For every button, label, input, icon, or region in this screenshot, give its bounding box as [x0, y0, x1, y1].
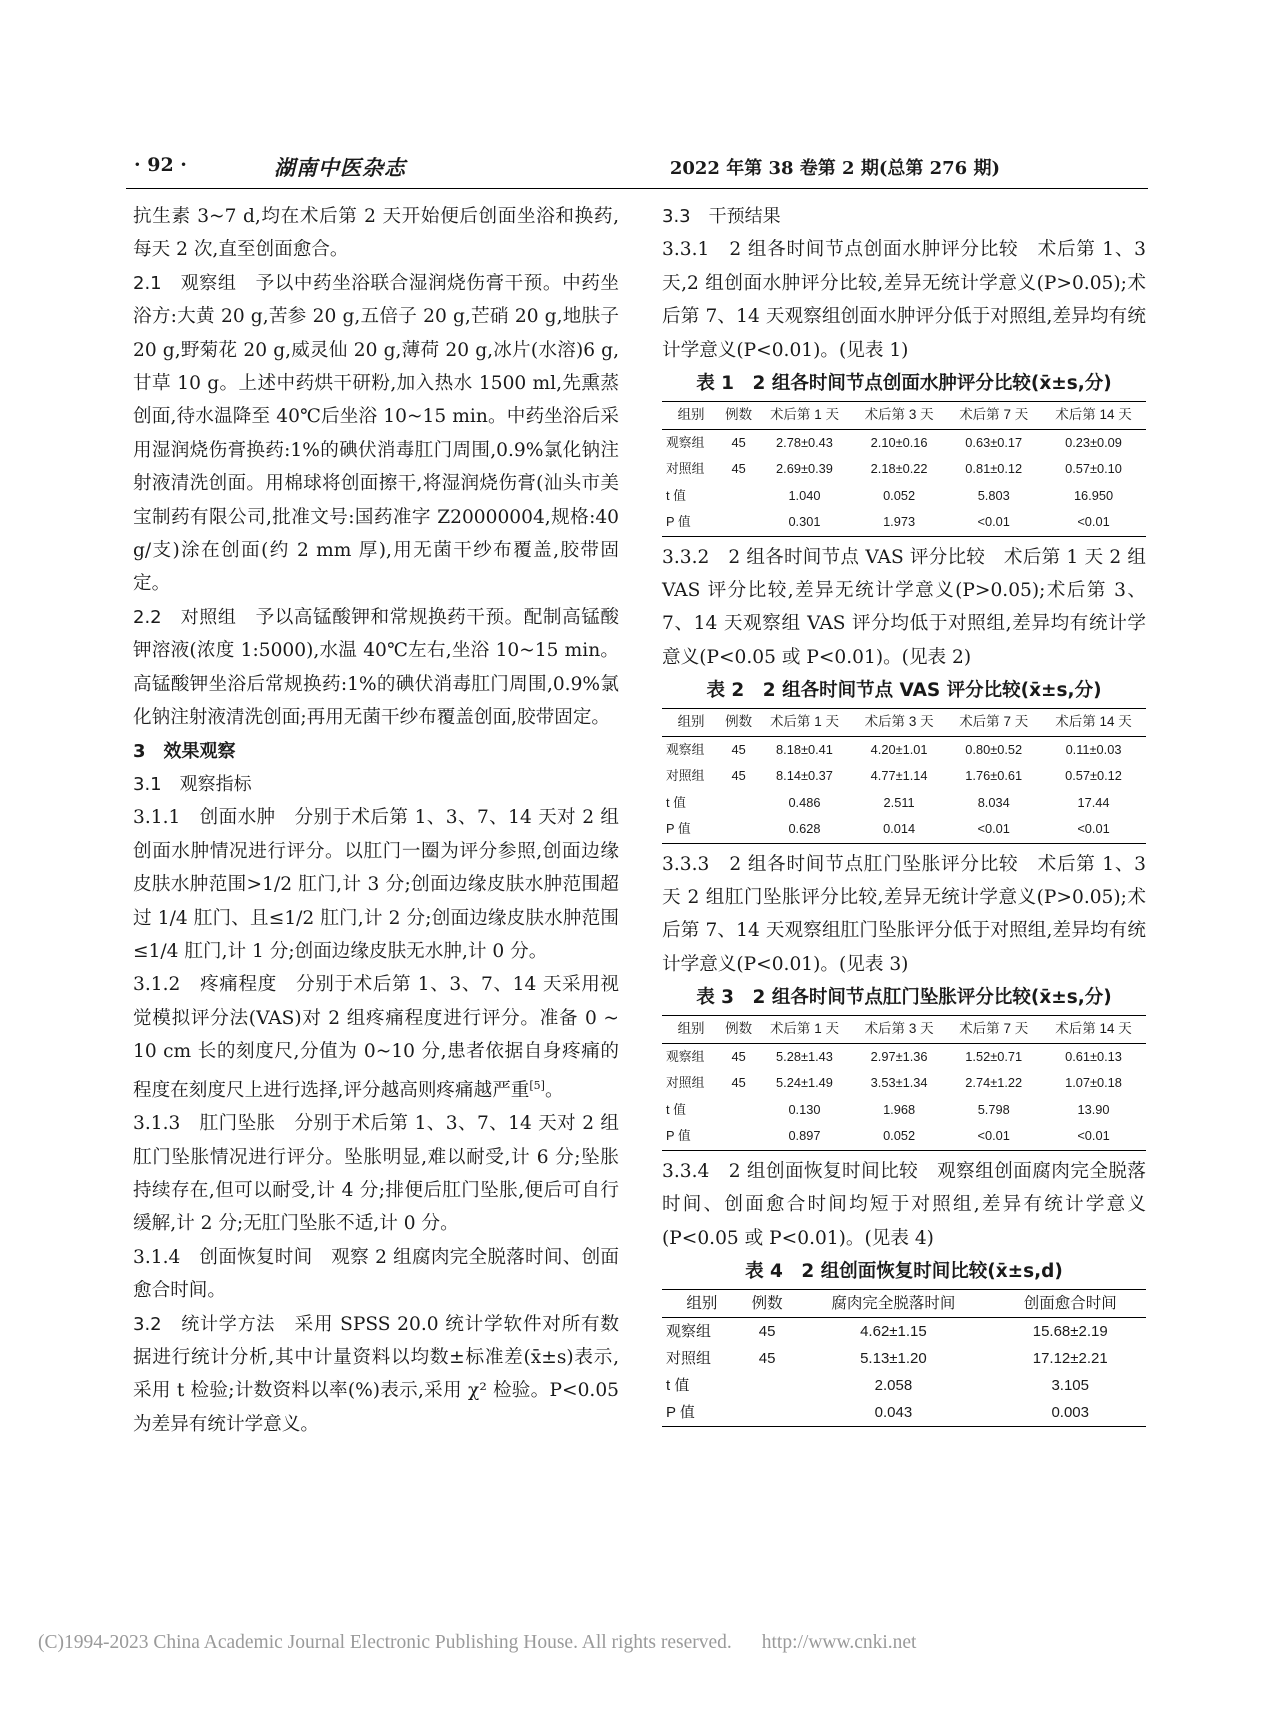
table-cell: 观察组 [666, 434, 705, 450]
table-cell: 2.10±0.16 [870, 434, 928, 450]
table-row [662, 483, 1146, 510]
column-header: 术后第 14 天 [1055, 714, 1132, 730]
column-header: 术后第 7 天 [959, 1021, 1029, 1037]
table-cell: 0.014 [883, 821, 916, 837]
table-cell: P 值 [666, 514, 691, 530]
table-cell: 4.20±1.01 [870, 741, 928, 757]
column-header: 术后第 7 天 [959, 407, 1029, 423]
citation: [5] [529, 1078, 545, 1092]
column-header: 术后第 3 天 [864, 714, 934, 730]
table-title: 表 1 2 组各时间节点创面水肿评分比较(x̄±s,分) [696, 373, 1112, 395]
table-cell [742, 1399, 793, 1427]
paragraph-text: 予以高锰酸钾和常规换药干预。配制高锰酸钾溶液(浓度 1:5000),水温 40℃左右,坐浴 10~15 min。高锰酸钾坐浴后常规换药:1%的碘伏消毒肛门周围,0.9%氯化钠注射液清洗创面;再用无菌干纱布覆盖创面,胶带固定。 [133, 606, 619, 729]
table-row [662, 1070, 1146, 1097]
table-cell: 8.14±0.37 [776, 768, 833, 784]
section-heading: 3.3 干预结果 [662, 206, 781, 227]
column-header: 术后第 1 天 [769, 714, 839, 730]
table-cell: 15.68±2.19 [1032, 1323, 1108, 1340]
journal-title: 湖南中医杂志 [274, 155, 406, 180]
table-row [662, 456, 1146, 483]
data-table [662, 401, 1146, 537]
table-cell: 45 [758, 1323, 776, 1340]
paragraph-text: 分别于术后第 1、3、7、14 天对 2 组肛门坠胀情况进行评分。坠胀明显,难以耐受,计 6 分;坠胀持续存在,但可以耐受,计 4 分;排便后肛门坠胀,便后可自行缓解,计 2 分;无肛门坠胀不适,计 0 分。 [133, 1113, 619, 1235]
table-cell: 0.486 [788, 794, 821, 810]
column-header: 例数 [725, 407, 753, 423]
table-cell: 0.003 [1051, 1404, 1089, 1421]
table-cell: 17.12±2.21 [1032, 1350, 1108, 1367]
paragraph-text: 术后第 1、3 天 2 组肛门坠胀评分比较,差异无统计学意义(P>0.05);术后第 7、14 天观察组肛门坠胀评分低于对照组,差异均有统计学意义(P<0.01)。(见表 3) [662, 853, 1146, 975]
page-number: · 92 · [134, 154, 187, 176]
table-cell: 观察组 [666, 741, 705, 757]
section-heading: 3.3.2 2 组各时间节点 VAS 评分比较 [662, 546, 986, 568]
table-cell: 0.81±0.12 [965, 461, 1023, 477]
section-heading: 3.2 统计学方法 [133, 1313, 276, 1335]
table-cell: 1.76±0.61 [965, 768, 1023, 784]
paragraph-text: 观察 2 组腐肉完全脱落时间、创面愈合时间。 [133, 1246, 620, 1302]
table-cell: 1.968 [883, 1101, 916, 1117]
paragraph [133, 267, 619, 601]
table-cell [720, 816, 757, 843]
paragraph [662, 848, 1146, 982]
table-row [662, 429, 1146, 456]
table-cell: P 值 [666, 1128, 691, 1144]
section-heading: 3.3.1 2 组各时间节点创面水肿评分比较 [662, 239, 1019, 261]
table-cell: t 值 [666, 794, 686, 810]
column-header: 术后第 1 天 [769, 407, 839, 423]
data-table [662, 1015, 1146, 1151]
column-header: 术后第 14 天 [1055, 1021, 1132, 1037]
column-header: 组别 [677, 714, 705, 730]
table-cell: 1.07±0.18 [1065, 1075, 1122, 1091]
table-cell: 0.897 [788, 1128, 821, 1144]
table-cell: 5.24±1.49 [776, 1075, 833, 1091]
paragraph-text: 术后第 1、3 天,2 组创面水肿评分比较,差异无统计学意义(P>0.05);术后第 7、14 天观察组创面水肿评分低于对照组,差异均有统计学意义(P<0.01)。(见表 1) [662, 239, 1146, 361]
table-cell: 5.13±1.20 [860, 1350, 927, 1367]
table-cell: 16.950 [1073, 487, 1114, 503]
table-cell: P 值 [666, 1404, 695, 1421]
table-header-row [662, 709, 1146, 737]
table-cell [720, 790, 757, 817]
copyright-footer [38, 1632, 916, 1654]
issue-info: 2022 年第 38 卷第 2 期(总第 276 期) [669, 158, 1000, 179]
table-row [662, 1097, 1146, 1124]
table-cell: 2.18±0.22 [870, 461, 928, 477]
table-cell: 0.57±0.12 [1065, 768, 1122, 784]
table-cell: t 值 [666, 1377, 690, 1394]
table-cell [720, 1097, 757, 1124]
table-cell: 8.18±0.41 [776, 741, 833, 757]
data-table [662, 1289, 1146, 1427]
table-cell: 45 [731, 768, 746, 784]
table-cell: 观察组 [666, 1048, 705, 1064]
table-row [662, 1399, 1146, 1427]
paragraph [133, 1107, 619, 1241]
table-cell: 0.043 [874, 1404, 913, 1421]
table-row [662, 816, 1146, 843]
section-heading: 3.1.3 肛门坠胀 [133, 1113, 276, 1135]
table-cell: 45 [731, 461, 746, 477]
paragraph-text: 采用 SPSS 20.0 统计学软件对所有数据进行统计分析,其中计量资料以均数±标准差(x̄±s)表示,采用 t 检验;计数资料以率(%)表示,采用 χ² 检验。P<0.05 为差异有统计学意义。 [133, 1313, 619, 1435]
section-heading: 3.3.4 2 组创面恢复时间比较 [662, 1160, 919, 1182]
table-cell: 0.052 [883, 1128, 916, 1144]
table-cell: 3.53±1.34 [870, 1075, 928, 1091]
column-header: 例数 [725, 714, 753, 730]
data-table [662, 708, 1146, 844]
paragraph-text: 术后第 1 天 2 组 VAS 评分比较,差异无统计学意义(P>0.05);术后第 3、7、14 天观察组 VAS 评分均低于对照组,差异均有统计学意义(P<0.05 或 P<0.01)。(见表 2) [662, 546, 1146, 668]
table-cell: t 值 [666, 487, 686, 503]
table-cell: 3.105 [1051, 1377, 1089, 1394]
column-header: 术后第 7 天 [959, 714, 1029, 730]
table-cell: 0.130 [788, 1101, 821, 1117]
table-cell: 45 [731, 434, 746, 450]
table-row [662, 1123, 1146, 1150]
right-column [662, 200, 1146, 1431]
table-cell: 0.57±0.10 [1065, 461, 1122, 477]
table-cell: 5.28±1.43 [776, 1048, 833, 1064]
paragraph: 抗生素 3~7 d,均在术后第 2 天开始便后创面坐浴和换药,每天 2 次,直至创面愈合。 [133, 206, 619, 261]
column-header: 组别 [677, 1021, 705, 1037]
table-cell: 0.80±0.52 [965, 741, 1023, 757]
left-column [133, 200, 619, 1441]
table-cell: 2.97±1.36 [870, 1048, 928, 1064]
paragraph [133, 968, 619, 1107]
column-header: 术后第 3 天 [864, 1021, 934, 1037]
table-cell: <0.01 [1077, 1128, 1110, 1144]
table-cell: <0.01 [1077, 821, 1110, 837]
section-heading: 2.1 观察组 [133, 272, 237, 294]
table-row [662, 790, 1146, 817]
table-cell: 2.78±0.43 [776, 434, 833, 450]
table-cell: 45 [731, 1048, 746, 1064]
table-title: 表 3 2 组各时间节点肛门坠胀评分比较(x̄±s,分) [696, 987, 1112, 1009]
table-cell: 对照组 [666, 768, 705, 784]
column-header: 组别 [686, 1295, 718, 1312]
section-heading: 3.1.1 创面水肿 [133, 807, 276, 829]
table-row [662, 509, 1146, 536]
table-cell: t 值 [666, 1101, 686, 1117]
section-heading: 3.1.2 疼痛程度 [133, 974, 277, 996]
footer-url: http://www.cnki.net [761, 1632, 917, 1653]
table-cell: 1.040 [788, 487, 821, 503]
column-header: 术后第 14 天 [1055, 407, 1132, 423]
table-cell: 观察组 [666, 1323, 712, 1340]
table-cell: 2.74±1.22 [965, 1075, 1023, 1091]
paragraph [662, 541, 1146, 675]
table-cell: <0.01 [977, 821, 1010, 837]
table-cell [720, 1123, 757, 1150]
column-header: 例数 [751, 1295, 783, 1312]
table-cell: 45 [731, 741, 746, 757]
table-cell: 0.11±0.03 [1065, 741, 1122, 757]
section-heading: 3.1.4 创面恢复时间 [133, 1246, 313, 1268]
table-header-row [662, 402, 1146, 430]
running-header [126, 152, 1148, 189]
table-cell: <0.01 [1077, 514, 1110, 530]
table-cell: P 值 [666, 821, 691, 837]
paragraph [662, 233, 1146, 367]
table-cell: 0.63±0.17 [965, 434, 1023, 450]
table-title: 表 2 2 组各时间节点 VAS 评分比较(x̄±s,分) [706, 680, 1102, 702]
table-cell: 0.61±0.13 [1065, 1048, 1122, 1064]
table-cell: 1.52±0.71 [965, 1048, 1023, 1064]
table-cell: 5.798 [977, 1101, 1010, 1117]
table-cell: 2.058 [874, 1377, 913, 1394]
section-heading: 3.3.3 2 组各时间节点肛门坠胀评分比较 [662, 853, 1019, 875]
table-cell: 4.77±1.14 [870, 768, 928, 784]
table-cell: 对照组 [666, 1075, 705, 1091]
table-row [662, 736, 1146, 763]
table-cell [720, 509, 757, 536]
table-cell: <0.01 [977, 514, 1010, 530]
paragraph-text: 分别于术后第 1、3、7、14 天采用视觉模拟评分法(VAS)对 2 组疼痛程度进行评分。准备 0 ~ 10 cm 长的刻度尺,分值为 0~10 分,患者依据自身疼痛的程度在刻度尺上进行选择,评分越高则疼痛越严重 [133, 974, 619, 1101]
table-cell: 13.90 [1077, 1101, 1110, 1117]
paragraph [133, 801, 619, 968]
paragraph-text: 予以中药坐浴联合湿润烧伤膏干预。中药坐浴方:大黄 20 g,苦参 20 g,五倍子 20 g,芒硝 20 g,地肤子 20 g,野菊花 20 g,威灵仙 20 g,薄荷 20 g,冰片(水溶)6 g,甘草 10 g。上述中药烘干研粉,加入热水 1500 ml,先熏蒸创面,待水温降至 40℃后坐浴 10~15 min。中药坐浴后采用湿润烧伤膏换药:1%的碘伏消毒肛门周围,0.9%氯化钠注射液清洗创面。用棉球将创面擦干,将湿润烧伤膏(汕头市美宝制药有限公司,批准文号:国药准字 Z20000004,规格:40 g/支)涂在创面(约 2 mm 厚),用无菌干纱布覆盖,胶带固定。 [133, 272, 619, 595]
section-heading: 3 效果观察 [133, 740, 236, 762]
table-cell: <0.01 [977, 1128, 1010, 1144]
table-header-row [662, 1016, 1146, 1044]
paragraph-text: 观察组创面腐肉完全脱落时间、创面愈合时间均短于对照组,差异有统计学意义(P<0.05 或 P<0.01)。(见表 4) [662, 1160, 1146, 1249]
table-row [662, 1345, 1146, 1372]
table-cell: 0.628 [788, 821, 821, 837]
table-cell: 0.052 [883, 487, 916, 503]
table-cell: 45 [758, 1350, 776, 1367]
column-header: 术后第 1 天 [769, 1021, 839, 1037]
section-heading: 3.1 观察指标 [133, 773, 252, 795]
table-cell: 45 [731, 1075, 746, 1091]
paragraph [133, 1241, 619, 1308]
paragraph-text: 。 [544, 1079, 564, 1101]
table-cell: 2.69±0.39 [776, 461, 833, 477]
column-header: 术后第 3 天 [864, 407, 934, 423]
column-header: 组别 [677, 407, 705, 423]
table-row [662, 1318, 1146, 1346]
table-cell: 对照组 [666, 461, 705, 477]
table-cell: 0.23±0.09 [1065, 434, 1122, 450]
table-cell: 对照组 [666, 1350, 712, 1367]
table-header-row [662, 1290, 1146, 1318]
table-title: 表 4 2 组创面恢复时间比较(x̄±s,d) [745, 1261, 1063, 1282]
paragraph [662, 1155, 1146, 1255]
table-cell [742, 1372, 793, 1399]
paragraph-text: 分别于术后第 1、3、7、14 天对 2 组创面水肿情况进行评分。以肛门一圈为评分参照,创面边缘皮肤水肿范围>1/2 肛门,计 3 分;创面边缘皮肤水肿范围超过 1/4 肛门、且≤1/2 肛门,计 2 分;创面边缘皮肤水肿范围≤1/4 肛门,计 1 分;创面边缘皮肤无水肿,计 0 分。 [133, 807, 619, 962]
table-cell: 2.511 [883, 794, 915, 810]
table-cell: 4.62±1.15 [860, 1323, 927, 1340]
table-row [662, 1043, 1146, 1070]
copyright-text: (C)1994-2023 China Academic Journal Electronic Publishing House. All rights reserved. [38, 1632, 732, 1653]
table-cell: 0.301 [788, 514, 821, 530]
table-row [662, 1372, 1146, 1399]
column-header: 创面愈合时间 [1023, 1295, 1117, 1312]
paragraph [133, 601, 619, 735]
table-row [662, 763, 1146, 790]
table-cell: 1.973 [883, 514, 916, 530]
section-heading: 2.2 对照组 [133, 606, 237, 628]
column-header: 腐肉完全脱落时间 [831, 1295, 956, 1312]
table-cell: 17.44 [1077, 794, 1110, 810]
column-header: 例数 [725, 1021, 753, 1037]
table-cell: 8.034 [977, 794, 1010, 810]
paragraph [133, 1308, 619, 1442]
table-cell: 5.803 [977, 487, 1010, 503]
table-cell [720, 483, 757, 510]
